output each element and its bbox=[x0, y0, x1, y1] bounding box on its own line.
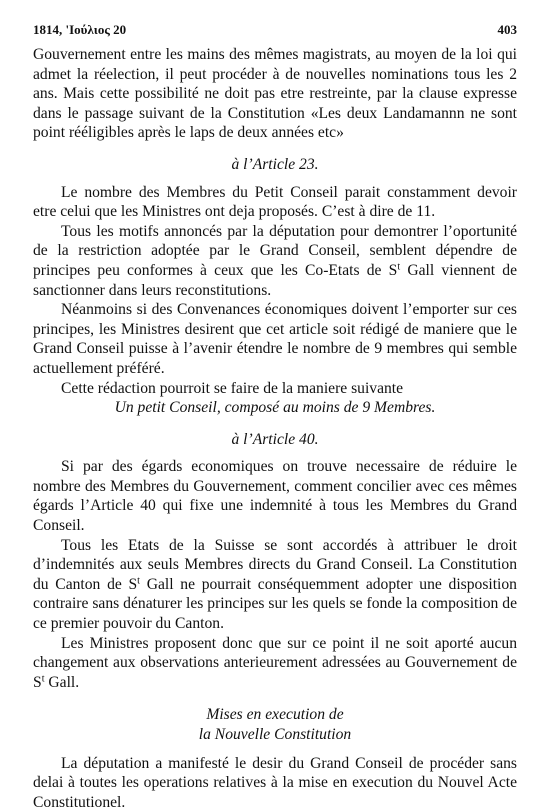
paragraph: Cette rédaction pourroit se faire de la maniere suivante bbox=[61, 379, 404, 397]
section-heading: à l’Article 23. bbox=[231, 155, 319, 173]
running-head-date: 1814, 'Ιούλιος 20 bbox=[33, 22, 127, 37]
paragraph: La députation a manifesté le desir du Grand Conseil de procéder sans delai à toutes les operations relatives à la mise en execution du Nouvel Acte Constitutionel. bbox=[33, 754, 517, 811]
paragraph: Si par des égards economiques on trouve necessaire de réduire le nombre des Membres du Gouvernement, comment concilier avec ces mêmes égards l’Article 40 qui fixe une indemnité à tous les Membres du Grand Conseil. bbox=[33, 458, 517, 535]
section-heading-line: Mises en execution de bbox=[206, 706, 344, 724]
paragraph: Tous les Etats de la Suisse se sont accordés à attribuer le droit d’indemnités aux seuls Membres directs du Grand Conseil. La Constitution du Canton de $S^t$ Gall ne pourrait conséquemment adopter une disposition contraire sans dénaturer les principes sur les quels se fonde la composition de ce premier pouvoir du Canton. bbox=[33, 536, 517, 633]
running-head bbox=[33, 22, 517, 38]
proposed-wording: Un petit Conseil, composé au moins de 9 Membres. bbox=[114, 399, 436, 417]
section-heading: à l’Article 40. bbox=[231, 430, 319, 448]
section-heading bbox=[33, 705, 517, 744]
paragraph: Tous les motifs annoncés par la députation pour demontrer l’oportunité de la restriction adoptée par le Grand Conseil, semblent dépendre de principes peu conformes à ceux que les Co-Etats de $S^t$ Gall viennent de sanctionner dans leurs reconstitutions. bbox=[33, 222, 517, 299]
paragraph: Les Ministres proposent donc que sur ce point il ne soit aporté aucun changement aux observations anterieurement adressées au Gouvernement de $S^t$ Gall. bbox=[33, 634, 517, 691]
document-page bbox=[33, 22, 517, 812]
paragraph: Gouvernement entre les mains des mêmes magistrats, au moyen de la loi qui admet la réelection, il peut procéder à de nouvelles nominations tous les 2 ans. Mais cette possibilité ne doit pas etre restreinte, par la clause expresse dans le passage suivant de la Constitution «Les deux Landamannn ne sont point rééligibles après le laps de deux années etc» bbox=[33, 46, 517, 142]
paragraph: Le nombre des Membres du Petit Conseil parait constamment devoir etre celui que les Ministres ont deja proposés. C’est à dire de 11. bbox=[33, 183, 517, 221]
paragraph: Néanmoins si des Convenances économiques doivent l’emporter sur ces principes, les Ministres desirent que cet article soit rédigé de maniere que le Grand Conseil puisse à l’avenir étendre le nombre de 9 membres qui semble actuellement préféré. bbox=[33, 301, 517, 377]
body-text bbox=[33, 45, 517, 812]
section-heading-line: la Nouvelle Constitution bbox=[198, 726, 352, 743]
page-number: 403 bbox=[497, 22, 517, 37]
